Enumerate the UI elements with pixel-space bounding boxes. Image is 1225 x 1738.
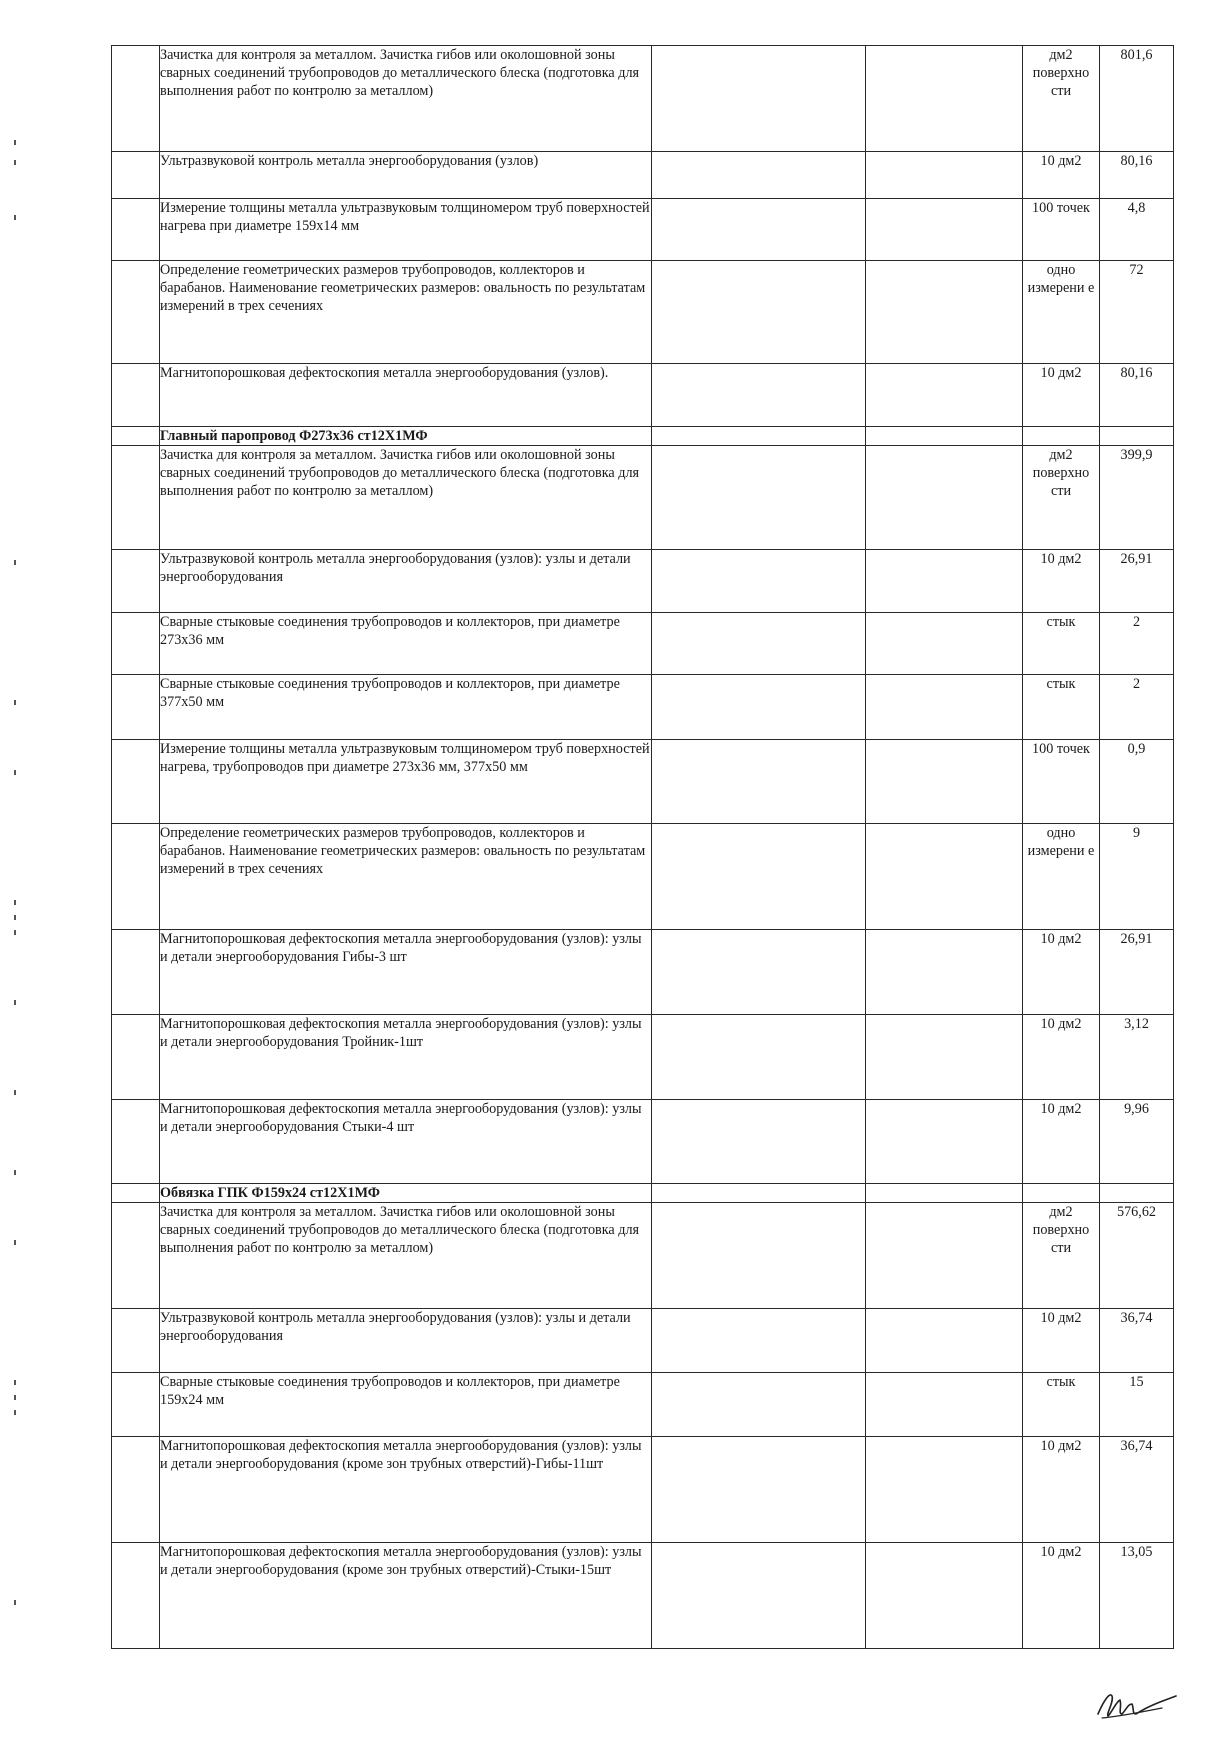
work-description: Магнитопорошковая дефектоскопия металла энергооборудования (узлов): узлы и детали энергооборудования Стыки-4 шт bbox=[160, 1100, 652, 1184]
quantity-cell: 2 bbox=[1100, 675, 1174, 740]
scan-margin-mark bbox=[14, 1090, 16, 1095]
unit-cell: 10 дм2 bbox=[1023, 1015, 1100, 1100]
empty-cell bbox=[866, 199, 1023, 261]
empty-cell bbox=[652, 1373, 866, 1437]
empty-cell bbox=[866, 550, 1023, 613]
empty-cell bbox=[866, 1184, 1023, 1203]
number-cell bbox=[112, 1309, 160, 1373]
number-cell bbox=[112, 261, 160, 364]
number-cell bbox=[112, 613, 160, 675]
unit-cell: 10 дм2 bbox=[1023, 1309, 1100, 1373]
empty-cell bbox=[652, 1100, 866, 1184]
number-cell bbox=[112, 550, 160, 613]
empty-cell bbox=[652, 427, 866, 446]
number-cell bbox=[112, 1543, 160, 1649]
scan-margin-mark bbox=[14, 1380, 16, 1385]
empty-cell bbox=[866, 446, 1023, 550]
empty-cell bbox=[866, 675, 1023, 740]
empty-cell bbox=[866, 740, 1023, 824]
table-row bbox=[112, 446, 1174, 550]
empty-cell bbox=[866, 1100, 1023, 1184]
empty-cell bbox=[652, 261, 866, 364]
work-description: Ультразвуковой контроль металла энергооборудования (узлов): узлы и детали энергооборудования bbox=[160, 550, 652, 613]
works-table-body bbox=[112, 46, 1174, 1649]
work-description: Сварные стыковые соединения трубопроводов и коллекторов, при диаметре 159х24 мм bbox=[160, 1373, 652, 1437]
table-row bbox=[112, 613, 1174, 675]
number-cell bbox=[112, 1100, 160, 1184]
scan-margin-mark bbox=[14, 215, 16, 220]
number-cell bbox=[112, 675, 160, 740]
scan-margin-mark bbox=[14, 1240, 16, 1245]
empty-cell bbox=[866, 46, 1023, 152]
work-description: Зачистка для контроля за металлом. Зачистка гибов или околошовной зоны сварных соединений трубопроводов до металлического блеска (подготовка для выполнения работ по контролю за металлом) bbox=[160, 46, 652, 152]
scan-margin-mark bbox=[14, 1600, 16, 1605]
empty-cell bbox=[652, 1203, 866, 1309]
empty-cell bbox=[866, 1543, 1023, 1649]
unit-cell: 100 точек bbox=[1023, 740, 1100, 824]
number-cell bbox=[112, 1203, 160, 1309]
table-row bbox=[112, 930, 1174, 1015]
quantity-cell: 36,74 bbox=[1100, 1437, 1174, 1543]
work-description: Магнитопорошковая дефектоскопия металла энергооборудования (узлов): узлы и детали энергооборудования (кроме зон трубных отверстий)-Стыки-15шт bbox=[160, 1543, 652, 1649]
table-row bbox=[112, 1309, 1174, 1373]
unit-cell: стык bbox=[1023, 675, 1100, 740]
signature-mark bbox=[1092, 1680, 1180, 1724]
number-cell bbox=[112, 1373, 160, 1437]
empty-cell bbox=[866, 1309, 1023, 1373]
unit-cell: 10 дм2 bbox=[1023, 1543, 1100, 1649]
quantity-cell: 72 bbox=[1100, 261, 1174, 364]
quantity-cell: 3,12 bbox=[1100, 1015, 1174, 1100]
empty-cell bbox=[866, 1015, 1023, 1100]
quantity-cell: 4,8 bbox=[1100, 199, 1174, 261]
number-cell bbox=[112, 1015, 160, 1100]
table-row bbox=[112, 824, 1174, 930]
quantity-cell: 15 bbox=[1100, 1373, 1174, 1437]
unit-cell: стык bbox=[1023, 1373, 1100, 1437]
empty-cell bbox=[652, 152, 866, 199]
empty-cell bbox=[866, 930, 1023, 1015]
work-description: Магнитопорошковая дефектоскопия металла энергооборудования (узлов): узлы и детали энергооборудования Гибы-3 шт bbox=[160, 930, 652, 1015]
scan-margin-mark bbox=[14, 1170, 16, 1175]
empty-cell bbox=[866, 1437, 1023, 1543]
scan-margin-mark bbox=[14, 700, 16, 705]
table-row bbox=[112, 675, 1174, 740]
number-cell bbox=[112, 446, 160, 550]
empty-cell bbox=[866, 364, 1023, 427]
quantity-cell bbox=[1100, 1184, 1174, 1203]
work-description: Измерение толщины металла ультразвуковым толщиномером труб поверхностей нагрева, трубопроводов при диаметре 273х36 мм, 377х50 мм bbox=[160, 740, 652, 824]
empty-cell bbox=[652, 550, 866, 613]
quantity-cell bbox=[1100, 427, 1174, 446]
empty-cell bbox=[652, 1184, 866, 1203]
empty-cell bbox=[866, 1373, 1023, 1437]
unit-cell bbox=[1023, 1184, 1100, 1203]
section-title: Главный паропровод Ф273х36 ст12Х1МФ bbox=[160, 427, 652, 446]
section-title: Обвязка ГПК Ф159х24 ст12Х1МФ bbox=[160, 1184, 652, 1203]
empty-cell bbox=[866, 613, 1023, 675]
quantity-cell: 2 bbox=[1100, 613, 1174, 675]
work-description: Ультразвуковой контроль металла энергооборудования (узлов): узлы и детали энергооборудования bbox=[160, 1309, 652, 1373]
work-description: Магнитопорошковая дефектоскопия металла энергооборудования (узлов). bbox=[160, 364, 652, 427]
scan-margin-mark bbox=[14, 160, 16, 165]
empty-cell bbox=[652, 613, 866, 675]
table-row bbox=[112, 550, 1174, 613]
empty-cell bbox=[866, 1203, 1023, 1309]
number-cell bbox=[112, 152, 160, 199]
table-row bbox=[112, 364, 1174, 427]
empty-cell bbox=[866, 261, 1023, 364]
empty-cell bbox=[652, 446, 866, 550]
work-description: Ультразвуковой контроль металла энергооборудования (узлов) bbox=[160, 152, 652, 199]
table-row bbox=[112, 1015, 1174, 1100]
scan-margin-mark bbox=[14, 915, 16, 920]
unit-cell: 10 дм2 bbox=[1023, 930, 1100, 1015]
works-table bbox=[111, 45, 1174, 1649]
work-description: Зачистка для контроля за металлом. Зачистка гибов или околошовной зоны сварных соединений трубопроводов до металлического блеска (подготовка для выполнения работ по контролю за металлом) bbox=[160, 446, 652, 550]
number-cell bbox=[112, 740, 160, 824]
empty-cell bbox=[652, 1543, 866, 1649]
quantity-cell: 26,91 bbox=[1100, 930, 1174, 1015]
table-row bbox=[112, 261, 1174, 364]
number-cell bbox=[112, 46, 160, 152]
table-row bbox=[112, 199, 1174, 261]
empty-cell bbox=[652, 364, 866, 427]
unit-cell bbox=[1023, 427, 1100, 446]
unit-cell: 100 точек bbox=[1023, 199, 1100, 261]
scan-margin-mark bbox=[14, 930, 16, 935]
number-cell bbox=[112, 364, 160, 427]
number-cell bbox=[112, 1184, 160, 1203]
table-row bbox=[112, 1437, 1174, 1543]
work-description: Зачистка для контроля за металлом. Зачистка гибов или околошовной зоны сварных соединений трубопроводов до металлического блеска (подготовка для выполнения работ по контролю за металлом) bbox=[160, 1203, 652, 1309]
empty-cell bbox=[652, 740, 866, 824]
scan-margin-mark bbox=[14, 900, 16, 905]
quantity-cell: 9 bbox=[1100, 824, 1174, 930]
empty-cell bbox=[652, 930, 866, 1015]
work-description: Магнитопорошковая дефектоскопия металла энергооборудования (узлов): узлы и детали энергооборудования (кроме зон трубных отверстий)-Гибы-11шт bbox=[160, 1437, 652, 1543]
scan-margin-mark bbox=[14, 770, 16, 775]
unit-cell: дм2 поверхно сти bbox=[1023, 1203, 1100, 1309]
number-cell bbox=[112, 199, 160, 261]
empty-cell bbox=[866, 824, 1023, 930]
quantity-cell: 0,9 bbox=[1100, 740, 1174, 824]
unit-cell: 10 дм2 bbox=[1023, 1437, 1100, 1543]
work-description: Сварные стыковые соединения трубопроводов и коллекторов, при диаметре 377х50 мм bbox=[160, 675, 652, 740]
section-header-row bbox=[112, 1184, 1174, 1203]
quantity-cell: 13,05 bbox=[1100, 1543, 1174, 1649]
table-row bbox=[112, 740, 1174, 824]
unit-cell: дм2 поверхно сти bbox=[1023, 46, 1100, 152]
quantity-cell: 399,9 bbox=[1100, 446, 1174, 550]
empty-cell bbox=[652, 675, 866, 740]
table-row bbox=[112, 1203, 1174, 1309]
quantity-cell: 801,6 bbox=[1100, 46, 1174, 152]
empty-cell bbox=[652, 199, 866, 261]
number-cell bbox=[112, 930, 160, 1015]
number-cell bbox=[112, 824, 160, 930]
empty-cell bbox=[866, 427, 1023, 446]
empty-cell bbox=[652, 1437, 866, 1543]
scan-margin-mark bbox=[14, 1395, 16, 1400]
unit-cell: 10 дм2 bbox=[1023, 152, 1100, 199]
quantity-cell: 26,91 bbox=[1100, 550, 1174, 613]
number-cell bbox=[112, 1437, 160, 1543]
unit-cell: 10 дм2 bbox=[1023, 1100, 1100, 1184]
empty-cell bbox=[652, 46, 866, 152]
work-description: Определение геометрических размеров трубопроводов, коллекторов и барабанов. Наименование геометрических размеров: овальность по результатам измерений в трех сечениях bbox=[160, 261, 652, 364]
scan-margin-mark bbox=[14, 140, 16, 145]
work-description: Магнитопорошковая дефектоскопия металла энергооборудования (узлов): узлы и детали энергооборудования Тройник-1шт bbox=[160, 1015, 652, 1100]
unit-cell: одно измерени е bbox=[1023, 261, 1100, 364]
scan-margin-mark bbox=[14, 1410, 16, 1415]
table-row bbox=[112, 1543, 1174, 1649]
quantity-cell: 576,62 bbox=[1100, 1203, 1174, 1309]
table-row bbox=[112, 46, 1174, 152]
table-row bbox=[112, 1100, 1174, 1184]
table-row bbox=[112, 1373, 1174, 1437]
empty-cell bbox=[652, 1015, 866, 1100]
section-header-row bbox=[112, 427, 1174, 446]
unit-cell: стык bbox=[1023, 613, 1100, 675]
quantity-cell: 80,16 bbox=[1100, 152, 1174, 199]
unit-cell: дм2 поверхно сти bbox=[1023, 446, 1100, 550]
scan-margin-mark bbox=[14, 1000, 16, 1005]
unit-cell: 10 дм2 bbox=[1023, 550, 1100, 613]
empty-cell bbox=[652, 824, 866, 930]
quantity-cell: 9,96 bbox=[1100, 1100, 1174, 1184]
empty-cell bbox=[866, 152, 1023, 199]
quantity-cell: 36,74 bbox=[1100, 1309, 1174, 1373]
scan-margin-mark bbox=[14, 560, 16, 565]
table-row bbox=[112, 152, 1174, 199]
empty-cell bbox=[652, 1309, 866, 1373]
unit-cell: одно измерени е bbox=[1023, 824, 1100, 930]
work-description: Определение геометрических размеров трубопроводов, коллекторов и барабанов. Наименование геометрических размеров: овальность по результатам измерений в трех сечениях bbox=[160, 824, 652, 930]
quantity-cell: 80,16 bbox=[1100, 364, 1174, 427]
unit-cell: 10 дм2 bbox=[1023, 364, 1100, 427]
work-description: Измерение толщины металла ультразвуковым толщиномером труб поверхностей нагрева при диаметре 159х14 мм bbox=[160, 199, 652, 261]
number-cell bbox=[112, 427, 160, 446]
work-description: Сварные стыковые соединения трубопроводов и коллекторов, при диаметре 273х36 мм bbox=[160, 613, 652, 675]
